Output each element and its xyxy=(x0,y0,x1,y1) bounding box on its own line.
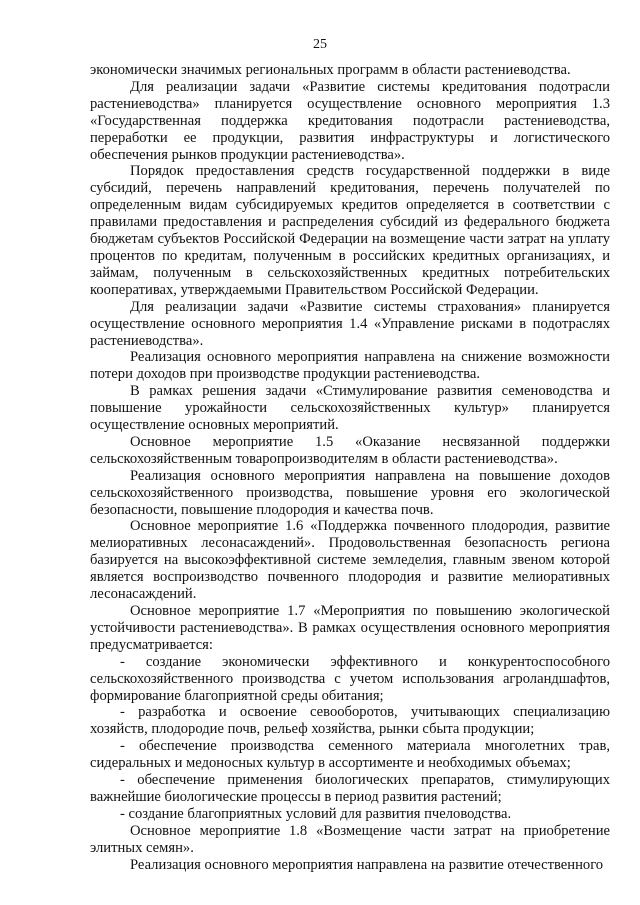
list-item: - разработка и освоение севооборотов, учитывающих специализацию хозяйств, плодородие почв, рельеф хозяйства, рынки сбыта продукции; xyxy=(90,704,610,738)
paragraph: Порядок предоставления средств государственной поддержки в виде субсидий, перечень направлений кредитования, перечень получателей по определенным видам субсидируемых кредитов определяется в соответствии с правилами предоставления и распределения субсидий из федерального бюджета бюджетам субъектов Российской Федерации на возмещение части затрат на уплату процентов по кредитам, полученным в российских кредитных организациях, и займам, полученным в сельскохозяйственных кредитных потребительских кооперативах, утверждаемыми Правительством Российской Федерации. xyxy=(90,163,610,298)
list-item: - создание экономически эффективного и конкурентоспособного сельскохозяйственного производства с учетом использования агроландшафтов, формирование благоприятной среды обитания; xyxy=(90,653,610,704)
list-item: - создание благоприятных условий для развития пчеловодства. xyxy=(120,805,512,822)
paragraph: Для реализации задачи «Развитие системы кредитования подотрасли растениеводства» планируется осуществление основного мероприятия 1.3 «Государственная поддержка кредитования подотрасли растениеводства, переработки ее продукции, развития инфраструктуры и логистического обеспечения рынков продукции растениеводства». xyxy=(90,78,610,163)
paragraph: экономически значимых региональных программ в области растениеводства. xyxy=(90,62,571,78)
paragraph: Реализация основного мероприятия направлена на снижение возможности потери доходов при производстве продукции растениеводства. xyxy=(90,349,610,383)
paragraph: Основное мероприятие 1.8 «Возмещение части затрат на приобретение элитных семян». xyxy=(90,822,610,856)
paragraph: Для реализации задачи «Развитие системы страхования» планируется осуществление основного мероприятия 1.4 «Управление рисками в подотраслях растениеводства». xyxy=(90,298,610,349)
paragraph: Реализация основного мероприятия направлена на повышение доходов сельскохозяйственного производства, повышение уровня его экологической безопасности, повышение плодородия и качества почв. xyxy=(90,467,610,518)
page-number: 25 xyxy=(313,37,327,52)
paragraph: Основное мероприятие 1.6 «Поддержка почвенного плодородия, развитие мелиоративных лесонасаждений». Продовольственная безопасность региона базируется на высокоэффективной системе земледелия, главным звеном которой является воспроизводство почвенного плодородия и развитие мелиоративных лесонасаждений. xyxy=(90,518,610,603)
paragraph: Основное мероприятие 1.7 «Мероприятия по повышению экологической устойчивости растениеводства». В рамках осуществления основного мероприятия предусматривается: xyxy=(90,603,610,653)
paragraph: Основное мероприятие 1.5 «Оказание несвязанной поддержки сельскохозяйственным товаропроизводителям в области растениеводства». xyxy=(90,433,610,467)
paragraph: Реализация основного мероприятия направлена на развитие отечественного xyxy=(130,856,604,873)
list-item: - обеспечение производства семенного материала многолетних трав, сидеральных и медоносных культур в ассортименте и необходимых объемах; xyxy=(90,738,610,772)
body-text xyxy=(90,62,610,874)
list-item: - обеспечение применения биологических препаратов, стимулирующих важнейшие биологические процессы в период развития растений; xyxy=(90,772,610,805)
paragraph: В рамках решения задачи «Стимулирование развития семеноводства и повышение урожайности сельскохозяйственных культур» планируется осуществление основных мероприятий. xyxy=(90,383,610,434)
